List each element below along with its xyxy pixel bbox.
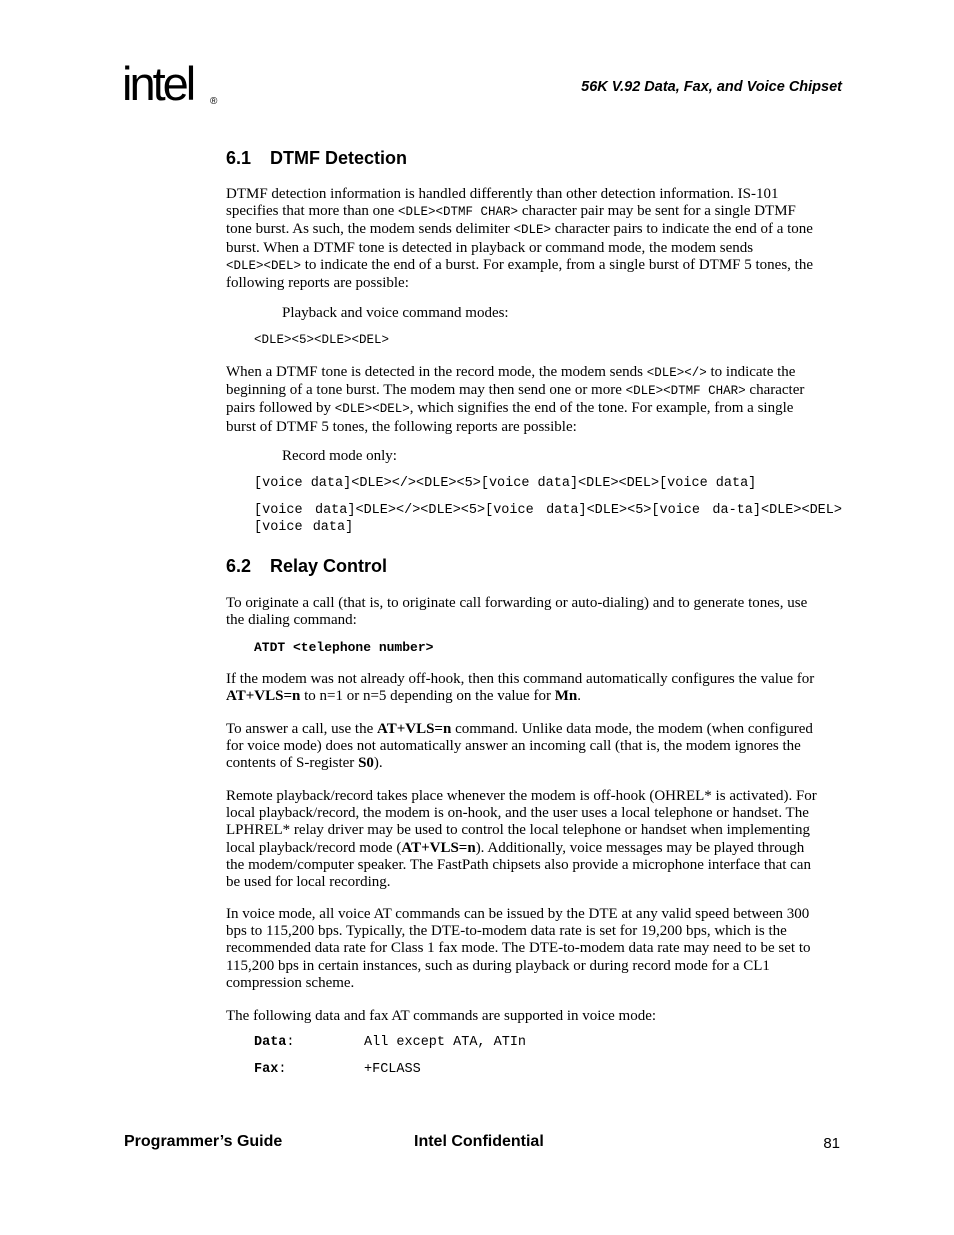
section-number: 6.1 bbox=[226, 148, 252, 168]
line: the modem/computer speaker. The FastPath chipsets also provide a microphone interface that can bbox=[226, 856, 811, 873]
playback-mode-label: Playback and voice command modes: bbox=[282, 305, 509, 321]
record-code-1: [voice data]<DLE></><DLE><5>[voice data]<DLE><DEL>[voice data] bbox=[254, 476, 757, 491]
record-mode-label: Record mode only: bbox=[282, 448, 397, 464]
section-number: 6.2 bbox=[226, 556, 252, 576]
line: When a DTMF tone is detected in the record mode, the modem sends <DLE></> to indicate the bbox=[226, 364, 796, 380]
section-heading-relay bbox=[226, 556, 387, 577]
registered-mark: ® bbox=[210, 96, 218, 107]
line: following reports are possible: bbox=[226, 275, 409, 292]
line: compression scheme. bbox=[226, 974, 355, 991]
intel-logo bbox=[122, 60, 222, 116]
line: for voice mode) does not automatically answer an incoming call (that is, the modem ignores the bbox=[226, 738, 801, 755]
line: AT+VLS=n to n=1 or n=5 depending on the value for Mn. bbox=[226, 688, 581, 705]
footer-confidential: Intel Confidential bbox=[414, 1133, 544, 1150]
page-number: 81 bbox=[823, 1135, 840, 1152]
line: burst. When a DTMF tone is detected in playback or command mode, the modem sends bbox=[226, 239, 754, 256]
playback-code: <DLE><5><DLE><DEL> bbox=[254, 333, 390, 347]
offhook-paragraph bbox=[226, 671, 842, 705]
line: DTMF detection information is handled differently than other detection information. IS-101 bbox=[226, 186, 779, 202]
footer-guide-name: Programmer’s Guide bbox=[124, 1133, 283, 1150]
line: the dialing command: bbox=[226, 612, 357, 629]
line: local playback/record mode (AT+VLS=n). Additionally, voice messages may be played through bbox=[226, 839, 805, 856]
line: bps to 115,200 bps. Typically, the DTE-to-modem data rate is set for 19,200 bps, which is the bbox=[226, 923, 787, 940]
document-title: 56K V.92 Data, Fax, and Voice Chipset bbox=[581, 79, 842, 95]
line: If the modem was not already off-hook, then this command automatically configures the value for bbox=[226, 671, 815, 687]
command-row-fax: Fax: +FCLASS bbox=[254, 1062, 421, 1077]
answer-call-paragraph bbox=[226, 721, 842, 773]
line: <DLE><DEL> to indicate the end of a burst. For example, from a single burst of DTMF 5 tones, the bbox=[226, 256, 813, 273]
dial-command-code: ATDT <telephone number> bbox=[254, 640, 434, 655]
line: LPHREL* relay driver may be used to control the local telephone or handset when implementing bbox=[226, 822, 811, 839]
voice-mode-rate-paragraph bbox=[226, 906, 842, 992]
relay-intro-paragraph bbox=[226, 595, 842, 629]
section-title: DTMF Detection bbox=[270, 148, 407, 168]
line: To originate a call (that is, to originate call forwarding or auto-dialing) and to generate tones, use bbox=[226, 595, 808, 611]
line: To answer a call, use the AT+VLS=n command. Unlike data mode, the modem (when configured bbox=[226, 721, 813, 737]
command-row-data: Data: All except ATA, ATIn bbox=[254, 1035, 527, 1050]
section-heading-dtmf bbox=[226, 148, 407, 169]
intel-logo-mark bbox=[122, 60, 222, 116]
line: tone burst. As such, the modem sends delimiter <DLE> character pairs to indicate the end of a tone bbox=[226, 221, 813, 238]
playback-record-paragraph bbox=[226, 788, 842, 891]
line: In voice mode, all voice AT commands can be issued by the DTE at any valid speed between 300 bbox=[226, 906, 810, 922]
line: be used for local recording. bbox=[226, 874, 391, 891]
record-code-2: [voice data]<DLE></><DLE><5>[voice data]<DLE><5>[voice da-ta]<DLE><DEL>[voice data] bbox=[254, 503, 842, 535]
line: burst of DTMF 5 tones, the following reports are possible: bbox=[226, 418, 577, 435]
supported-commands-intro: The following data and fax AT commands are supported in voice mode: bbox=[226, 1008, 657, 1024]
dtmf-intro-paragraph bbox=[226, 186, 842, 292]
line: recommended data rate for Class 1 fax mode. The DTE-to-modem data rate may need to be set to bbox=[226, 940, 811, 957]
section-title: Relay Control bbox=[270, 556, 388, 576]
line: specifies that more than one <DLE><DTMF CHAR> character pair may be sent for a single DTMF bbox=[226, 203, 796, 220]
line: Remote playback/record takes place whenever the modem is off-hook (OHREL* is activated). For bbox=[226, 788, 817, 804]
line: beginning of a tone burst. The modem may then send one or more <DLE><DTMF CHAR> character bbox=[226, 382, 805, 399]
line: local playback/record, the modem is on-hook, and the user uses a local telephone or handset. The bbox=[226, 805, 809, 822]
line: pairs followed by <DLE><DEL>, which signifies the end of the tone. For example, from a single bbox=[226, 400, 794, 417]
intel-logo-text: intel bbox=[122, 60, 194, 110]
record-mode-paragraph bbox=[226, 364, 842, 436]
line: 115,200 bps in certain instances, such as during playback or during record mode for a CL1 bbox=[226, 957, 770, 974]
line: contents of S-register S0). bbox=[226, 755, 383, 772]
